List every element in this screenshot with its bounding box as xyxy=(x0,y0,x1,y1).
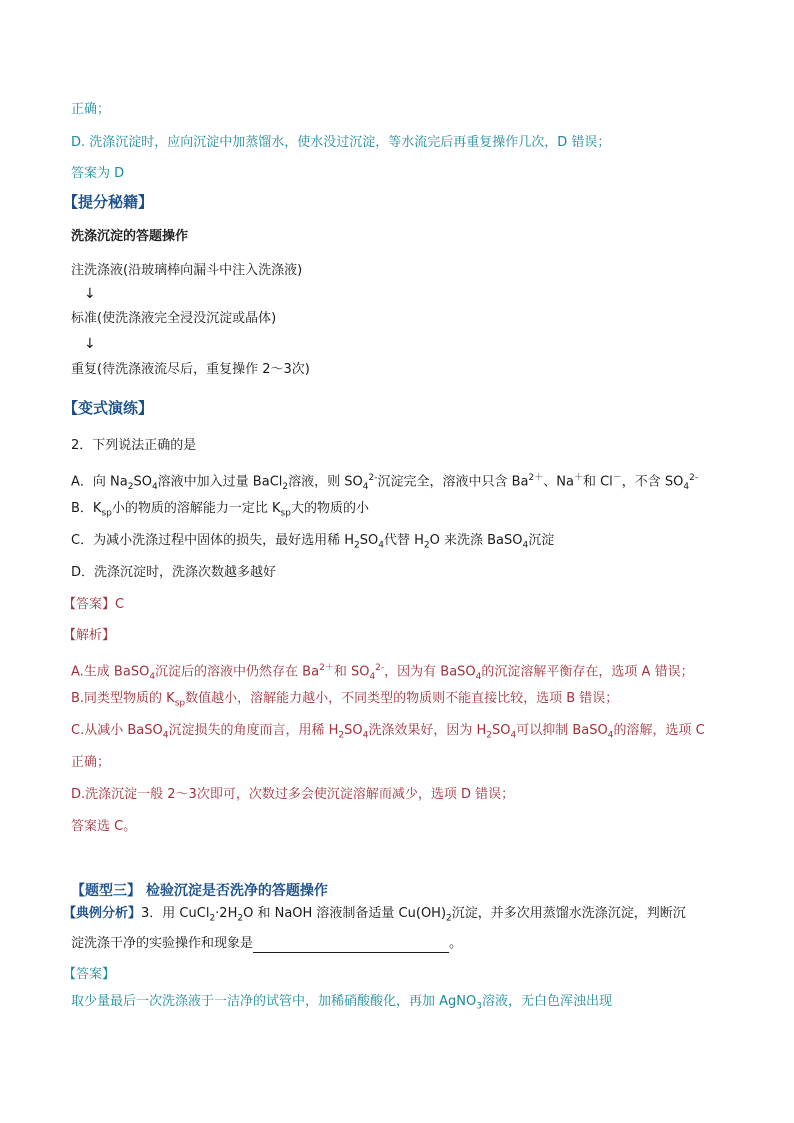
explanation-c-cont: 正确； xyxy=(71,755,111,770)
step-line: 注洗涤液(沿玻璃棒向漏斗中注入洗涤液) xyxy=(71,263,303,278)
answer-blank[interactable] xyxy=(253,938,449,953)
analysis-label: 【解析】 xyxy=(63,628,116,643)
option-a: A．向 $Na_2SO_4$溶液中加入过量 BaCl$_2$溶液，则 $SO_4^{2-}$沉淀完全，溶液中只含 $Ba^{2+}$、Na＋和 Cl－，不含 $SO_4^{2-}$ xyxy=(71,473,699,492)
step-line: 重复(待洗涤液流尽后，重复操作 2～3次) xyxy=(71,362,310,377)
option-c: C．为减小洗涤过程中固体的损失，最好选用稀 $H_2SO_4$代替 $H_2O$ 来洗涤 BaSO$_4$沉淀 xyxy=(71,533,555,551)
section-heading-practice: 【变式演练】 xyxy=(63,399,154,417)
option-d: D．洗涤沉淀时，洗涤次数越多越好 xyxy=(71,565,277,580)
step-line: 标准(使洗涤液完全浸没沉淀或晶体) xyxy=(71,311,277,326)
section-heading-tips: 【提分秘籍】 xyxy=(63,193,154,211)
question-stem: 2．下列说法正确的是 xyxy=(71,438,197,453)
section-heading-type3: 【题型三】 检验沉淀是否洗净的答题操作 xyxy=(71,883,328,899)
example-question-cont: 淀洗涤干净的实验操作和现象是 。 xyxy=(71,936,463,951)
explanation-a: A.生成 BaSO$_4$沉淀后的溶液中仍然存在 $Ba^{2+}$和 $SO_4^{2-}$，因为有 BaSO$_4$的沉淀溶解平衡存在，选项 A 错误； xyxy=(71,663,694,682)
explanation-c: C.从减小 BaSO$_4$沉淀损失的角度而言，用稀 $H_2SO_4$洗涤效果好，因为 $H_2SO_4$可以抑制 BaSO$_4$的溶解，选项 C xyxy=(71,723,705,741)
option-b: B．$K_{sp}$小的物质的溶解能力一定比 $K_{sp}$大的物质的小 xyxy=(71,501,369,519)
down-arrow-icon: ↓ xyxy=(84,286,96,302)
conclusion: 答案选 C。 xyxy=(71,819,137,834)
text-line: D. 洗涤沉淀时，应向沉淀中加蒸馏水，使水没过沉淀，等水流完后再重复操作几次，D 错误； xyxy=(71,135,611,150)
explanation-d: D.洗涤沉淀一般 2～3次即可，次数过多会使沉淀溶解而减少，选项 D 错误； xyxy=(71,787,515,802)
explanation-b: B.同类型物质的 $K_{sp}$数值越小，溶解能力越小，不同类型的物质则不能直接比较，选项 B 错误； xyxy=(71,691,619,709)
answer-label: 【答案】C xyxy=(63,597,125,612)
tips-subheading: 洗涤沉淀的答题操作 xyxy=(71,229,189,244)
down-arrow-icon: ↓ xyxy=(84,336,96,352)
answer-label: 【答案】 xyxy=(63,967,116,982)
text-line: 正确； xyxy=(71,102,111,117)
example-question: 【典例分析】3．用 $CuCl_2\cdot 2H_2O$ 和 NaOH 溶液制备适量 $Cu(OH)_2$沉淀，并多次用蒸馏水洗涤沉淀，判断沉 xyxy=(63,906,686,924)
answer-text: 取少量最后一次洗涤液于一洁净的试管中，加稀硝酸酸化，再加 AgNO$_3$溶液，无白色浑浊出现 xyxy=(71,994,612,1012)
text-line: 答案为 D xyxy=(71,166,125,181)
